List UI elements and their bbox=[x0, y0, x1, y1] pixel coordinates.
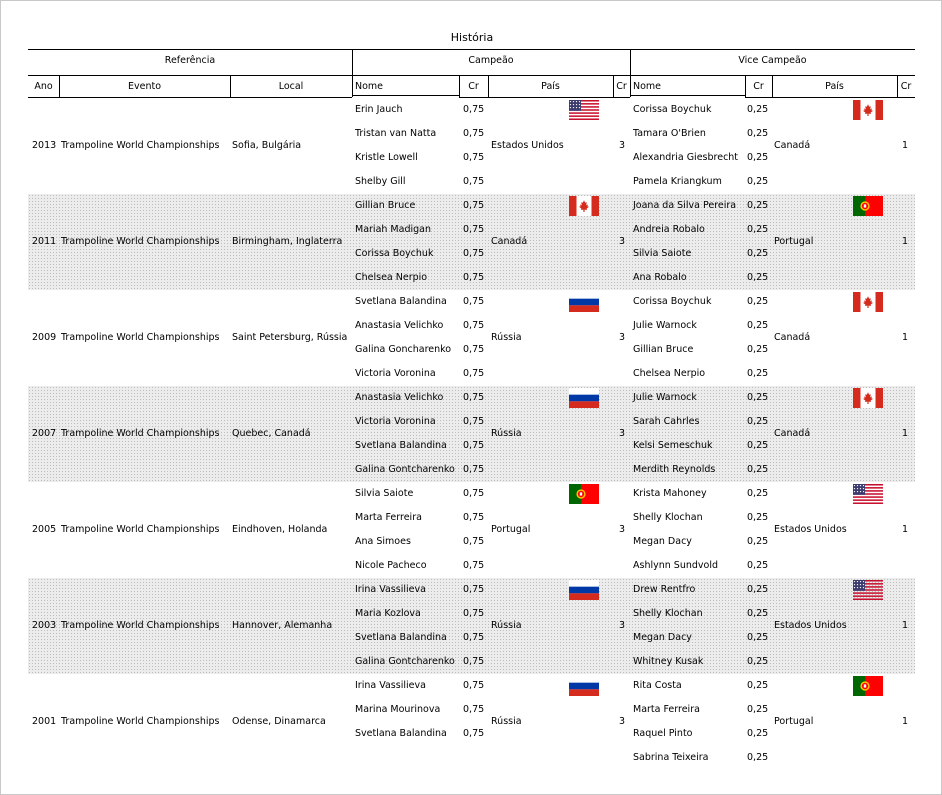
vice-name-cell: Sabrina Teixeira bbox=[633, 752, 709, 763]
champion-name-cell: Svetlana Balandina bbox=[355, 728, 447, 739]
column-header-year: Ano bbox=[28, 75, 59, 98]
champion-cr-cell: 0,75 bbox=[463, 728, 485, 739]
vice-cr-cell: 0,25 bbox=[747, 584, 769, 595]
vice-name-cell: Merdith Reynolds bbox=[633, 464, 716, 475]
champion-country-cell: Portugal bbox=[491, 524, 531, 535]
column-header-event: Evento bbox=[59, 75, 230, 98]
champion-total-cell: 3 bbox=[618, 236, 625, 247]
vice-country-cell: Canadá bbox=[774, 332, 811, 343]
champion-name-cell: Svetlana Balandina bbox=[355, 296, 447, 307]
champion-cr-cell: 0,75 bbox=[463, 224, 485, 235]
portugal-flag-icon bbox=[569, 484, 599, 504]
canada-flag-icon bbox=[853, 292, 883, 312]
vice-cr-cell: 0,25 bbox=[747, 440, 769, 451]
vice-cr-cell: 0,25 bbox=[747, 512, 769, 523]
header-divider bbox=[772, 75, 773, 97]
champion-name-cell: Shelby Gill bbox=[355, 176, 406, 187]
vice-total-cell: 1 bbox=[901, 140, 908, 151]
vice-name-cell: Ashlynn Sundvold bbox=[633, 560, 718, 571]
place-cell: Odense, Dinamarca bbox=[232, 716, 326, 727]
vice-cr-cell: 0,25 bbox=[747, 728, 769, 739]
event-cell: Trampoline World Championships bbox=[61, 236, 220, 247]
table-row bbox=[28, 578, 915, 674]
vice-name-cell: Julie Warnock bbox=[633, 392, 697, 403]
group-header-champion: Campeão bbox=[352, 49, 630, 72]
champion-country-cell: Canadá bbox=[491, 236, 528, 247]
champion-total-cell: 3 bbox=[618, 428, 625, 439]
champion-total-cell: 3 bbox=[618, 524, 625, 535]
vice-name-cell: Kelsi Semeschuk bbox=[633, 440, 713, 451]
russia-flag-icon bbox=[569, 580, 599, 600]
vice-total-cell: 1 bbox=[901, 236, 908, 247]
vice-cr-cell: 0,25 bbox=[747, 104, 769, 115]
year-cell: 2005 bbox=[32, 524, 57, 535]
champion-cr-cell: 0,75 bbox=[463, 488, 485, 499]
champion-name-cell: Erin Jauch bbox=[355, 104, 403, 115]
vice-name-cell: Whitney Kusak bbox=[633, 656, 704, 667]
champion-cr-cell: 0,75 bbox=[463, 176, 485, 187]
vice-cr-cell: 0,25 bbox=[747, 560, 769, 571]
column-header-vice-cr: Cr bbox=[745, 75, 772, 98]
champion-cr-cell: 0,75 bbox=[463, 656, 485, 667]
place-cell: Sofia, Bulgária bbox=[232, 140, 302, 151]
vice-name-cell: Pamela Kriangkum bbox=[633, 176, 722, 187]
champion-cr-cell: 0,75 bbox=[463, 296, 485, 307]
header-divider bbox=[230, 75, 231, 97]
vice-country-cell: Canadá bbox=[774, 428, 811, 439]
champion-name-cell: Anastasia Velichko bbox=[355, 392, 444, 403]
event-cell: Trampoline World Championships bbox=[61, 140, 220, 151]
champion-cr-cell: 0,75 bbox=[463, 560, 485, 571]
champion-name-cell: Victoria Voronina bbox=[355, 368, 436, 379]
event-cell: Trampoline World Championships bbox=[61, 716, 220, 727]
vice-cr-cell: 0,25 bbox=[747, 752, 769, 763]
champion-country-cell: Rússia bbox=[491, 716, 522, 727]
champion-name-cell: Irina Vassilieva bbox=[355, 584, 426, 595]
champion-name-cell: Tristan van Natta bbox=[355, 128, 437, 139]
vice-name-cell: Raquel Pinto bbox=[633, 728, 693, 739]
vice-cr-cell: 0,25 bbox=[747, 320, 769, 331]
vice-name-cell: Alexandria Giesbrecht bbox=[633, 152, 739, 163]
vice-name-cell: Krista Mahoney bbox=[633, 488, 707, 499]
header-divider bbox=[613, 75, 614, 97]
vice-cr-cell: 0,25 bbox=[747, 416, 769, 427]
vice-cr-cell: 0,25 bbox=[747, 392, 769, 403]
champion-name-cell: Corissa Boychuk bbox=[355, 248, 434, 259]
vice-country-cell: Portugal bbox=[774, 236, 814, 247]
vice-name-cell: Chelsea Nerpio bbox=[633, 368, 706, 379]
vice-cr-cell: 0,25 bbox=[747, 632, 769, 643]
champion-name-cell: Irina Vassilieva bbox=[355, 680, 426, 691]
vice-name-cell: Megan Dacy bbox=[633, 536, 692, 547]
champion-cr-cell: 0,75 bbox=[463, 512, 485, 523]
vice-cr-cell: 0,25 bbox=[747, 464, 769, 475]
header-divider bbox=[488, 75, 489, 97]
header-divider bbox=[630, 49, 631, 97]
vice-name-cell: Ana Robalo bbox=[633, 272, 687, 283]
champion-name-cell: Ana Simoes bbox=[355, 536, 411, 547]
place-cell: Quebec, Canadá bbox=[232, 428, 311, 439]
canada-flag-icon bbox=[853, 100, 883, 120]
table-row bbox=[28, 194, 915, 290]
canada-flag-icon bbox=[853, 388, 883, 408]
header-divider bbox=[897, 75, 898, 97]
champion-country-cell: Rússia bbox=[491, 332, 522, 343]
header-divider bbox=[59, 75, 60, 97]
column-header-place: Local bbox=[230, 75, 352, 98]
vice-country-cell: Estados Unidos bbox=[774, 620, 847, 631]
champion-name-cell: Chelsea Nerpio bbox=[355, 272, 428, 283]
vice-name-cell: Joana da Silva Pereira bbox=[633, 200, 737, 211]
portugal-flag-icon bbox=[853, 196, 883, 216]
column-header-vice-country: País bbox=[772, 75, 897, 98]
vice-cr-cell: 0,25 bbox=[747, 272, 769, 283]
champion-name-cell: Anastasia Velichko bbox=[355, 320, 444, 331]
champion-name-cell: Mariah Madigan bbox=[355, 224, 431, 235]
champion-cr-cell: 0,75 bbox=[463, 680, 485, 691]
champion-total-cell: 3 bbox=[618, 716, 625, 727]
champion-name-cell: Galina Gontcharenko bbox=[355, 656, 455, 667]
year-cell: 2007 bbox=[32, 428, 57, 439]
column-header-vice-cr-total: Cr bbox=[897, 75, 915, 98]
champion-cr-cell: 0,75 bbox=[463, 584, 485, 595]
champion-name-cell: Maria Kozlova bbox=[355, 608, 421, 619]
place-cell: Eindhoven, Holanda bbox=[232, 524, 328, 535]
vice-total-cell: 1 bbox=[901, 524, 908, 535]
canada-flag-icon bbox=[569, 196, 599, 216]
table-row bbox=[28, 482, 915, 578]
header-divider bbox=[745, 75, 746, 97]
event-cell: Trampoline World Championships bbox=[61, 620, 220, 631]
champion-cr-cell: 0,75 bbox=[463, 152, 485, 163]
champion-cr-cell: 0,75 bbox=[463, 344, 485, 355]
column-header-champion-cr-total: Cr bbox=[613, 75, 630, 98]
champion-cr-cell: 0,75 bbox=[463, 536, 485, 547]
vice-cr-cell: 0,25 bbox=[747, 608, 769, 619]
vice-cr-cell: 0,25 bbox=[747, 488, 769, 499]
usa-flag-icon bbox=[569, 100, 599, 120]
champion-total-cell: 3 bbox=[618, 620, 625, 631]
champion-cr-cell: 0,75 bbox=[463, 248, 485, 259]
place-cell: Hannover, Alemanha bbox=[232, 620, 333, 631]
champion-cr-cell: 0,75 bbox=[463, 464, 485, 475]
vice-country-cell: Canadá bbox=[774, 140, 811, 151]
champion-cr-cell: 0,75 bbox=[463, 608, 485, 619]
vice-cr-cell: 0,25 bbox=[747, 152, 769, 163]
vice-cr-cell: 0,25 bbox=[747, 536, 769, 547]
event-cell: Trampoline World Championships bbox=[61, 332, 220, 343]
champion-name-cell: Nicole Pacheco bbox=[355, 560, 427, 571]
vice-country-cell: Estados Unidos bbox=[774, 524, 847, 535]
group-header-vice: Vice Campeão bbox=[630, 49, 915, 72]
column-header-champion-cr: Cr bbox=[459, 75, 488, 98]
vice-name-cell: Gillian Bruce bbox=[633, 344, 694, 355]
vice-name-cell: Sarah Cahrles bbox=[633, 416, 700, 427]
vice-cr-cell: 0,25 bbox=[747, 680, 769, 691]
column-header-vice-name: Nome bbox=[630, 75, 745, 96]
champion-name-cell: Victoria Voronina bbox=[355, 416, 436, 427]
vice-total-cell: 1 bbox=[901, 716, 908, 727]
vice-cr-cell: 0,25 bbox=[747, 368, 769, 379]
table-row bbox=[28, 386, 915, 482]
place-cell: Birmingham, Inglaterra bbox=[232, 236, 343, 247]
vice-total-cell: 1 bbox=[901, 428, 908, 439]
table-row bbox=[28, 98, 915, 194]
vice-cr-cell: 0,25 bbox=[747, 200, 769, 211]
champion-name-cell: Galina Goncharenko bbox=[355, 344, 452, 355]
russia-flag-icon bbox=[569, 292, 599, 312]
champion-cr-cell: 0,75 bbox=[463, 392, 485, 403]
vice-total-cell: 1 bbox=[901, 620, 908, 631]
champion-name-cell: Marina Mourinova bbox=[355, 704, 441, 715]
champion-cr-cell: 0,75 bbox=[463, 128, 485, 139]
year-cell: 2001 bbox=[32, 716, 57, 727]
champion-name-cell: Marta Ferreira bbox=[355, 512, 422, 523]
vice-total-cell: 1 bbox=[901, 332, 908, 343]
russia-flag-icon bbox=[569, 388, 599, 408]
vice-cr-cell: 0,25 bbox=[747, 656, 769, 667]
year-cell: 2013 bbox=[32, 140, 57, 151]
vice-cr-cell: 0,25 bbox=[747, 248, 769, 259]
champion-name-cell: Silvia Saiote bbox=[355, 488, 414, 499]
champion-cr-cell: 0,75 bbox=[463, 416, 485, 427]
vice-name-cell: Rita Costa bbox=[633, 680, 682, 691]
table-row bbox=[28, 290, 915, 386]
champion-cr-cell: 0,75 bbox=[463, 272, 485, 283]
column-header-champion-name: Nome bbox=[352, 75, 459, 96]
champion-cr-cell: 0,75 bbox=[463, 368, 485, 379]
vice-name-cell: Shelly Klochan bbox=[633, 608, 703, 619]
champion-cr-cell: 0,75 bbox=[463, 440, 485, 451]
header-divider bbox=[459, 75, 460, 97]
vice-name-cell: Marta Ferreira bbox=[633, 704, 700, 715]
vice-cr-cell: 0,25 bbox=[747, 176, 769, 187]
vice-name-cell: Julie Warnock bbox=[633, 320, 697, 331]
portugal-flag-icon bbox=[853, 676, 883, 696]
champion-name-cell: Kristle Lowell bbox=[355, 152, 418, 163]
vice-cr-cell: 0,25 bbox=[747, 344, 769, 355]
champion-cr-cell: 0,75 bbox=[463, 632, 485, 643]
year-cell: 2011 bbox=[32, 236, 57, 247]
champion-name-cell: Svetlana Balandina bbox=[355, 440, 447, 451]
champion-cr-cell: 0,75 bbox=[463, 200, 485, 211]
vice-name-cell: Corissa Boychuk bbox=[633, 296, 712, 307]
champion-name-cell: Svetlana Balandina bbox=[355, 632, 447, 643]
vice-name-cell: Corissa Boychuk bbox=[633, 104, 712, 115]
vice-cr-cell: 0,25 bbox=[747, 224, 769, 235]
vice-name-cell: Andreia Robalo bbox=[633, 224, 705, 235]
vice-cr-cell: 0,25 bbox=[747, 296, 769, 307]
champion-cr-cell: 0,75 bbox=[463, 320, 485, 331]
usa-flag-icon bbox=[853, 580, 883, 600]
champion-country-cell: Rússia bbox=[491, 620, 522, 631]
champion-total-cell: 3 bbox=[618, 332, 625, 343]
table-title: História bbox=[450, 31, 494, 44]
year-cell: 2003 bbox=[32, 620, 57, 631]
vice-name-cell: Silvia Saiote bbox=[633, 248, 692, 259]
vice-name-cell: Shelly Klochan bbox=[633, 512, 703, 523]
year-cell: 2009 bbox=[32, 332, 57, 343]
champion-name-cell: Galina Gontcharenko bbox=[355, 464, 455, 475]
champion-name-cell: Gillian Bruce bbox=[355, 200, 416, 211]
champion-total-cell: 3 bbox=[618, 140, 625, 151]
vice-name-cell: Megan Dacy bbox=[633, 632, 692, 643]
column-header-champion-country: País bbox=[488, 75, 613, 98]
champion-cr-cell: 0,75 bbox=[463, 704, 485, 715]
usa-flag-icon bbox=[853, 484, 883, 504]
group-header-reference: Referência bbox=[28, 49, 352, 72]
vice-name-cell: Drew Rentfro bbox=[633, 584, 696, 595]
vice-cr-cell: 0,25 bbox=[747, 704, 769, 715]
russia-flag-icon bbox=[569, 676, 599, 696]
event-cell: Trampoline World Championships bbox=[61, 428, 220, 439]
place-cell: Saint Petersburg, Rússia bbox=[232, 332, 348, 343]
event-cell: Trampoline World Championships bbox=[61, 524, 220, 535]
vice-country-cell: Portugal bbox=[774, 716, 814, 727]
vice-cr-cell: 0,25 bbox=[747, 128, 769, 139]
champion-country-cell: Estados Unidos bbox=[491, 140, 564, 151]
champion-country-cell: Rússia bbox=[491, 428, 522, 439]
vice-name-cell: Tamara O'Brien bbox=[633, 128, 706, 139]
champion-cr-cell: 0,75 bbox=[463, 104, 485, 115]
header-divider bbox=[352, 49, 353, 97]
table-row bbox=[28, 674, 915, 770]
